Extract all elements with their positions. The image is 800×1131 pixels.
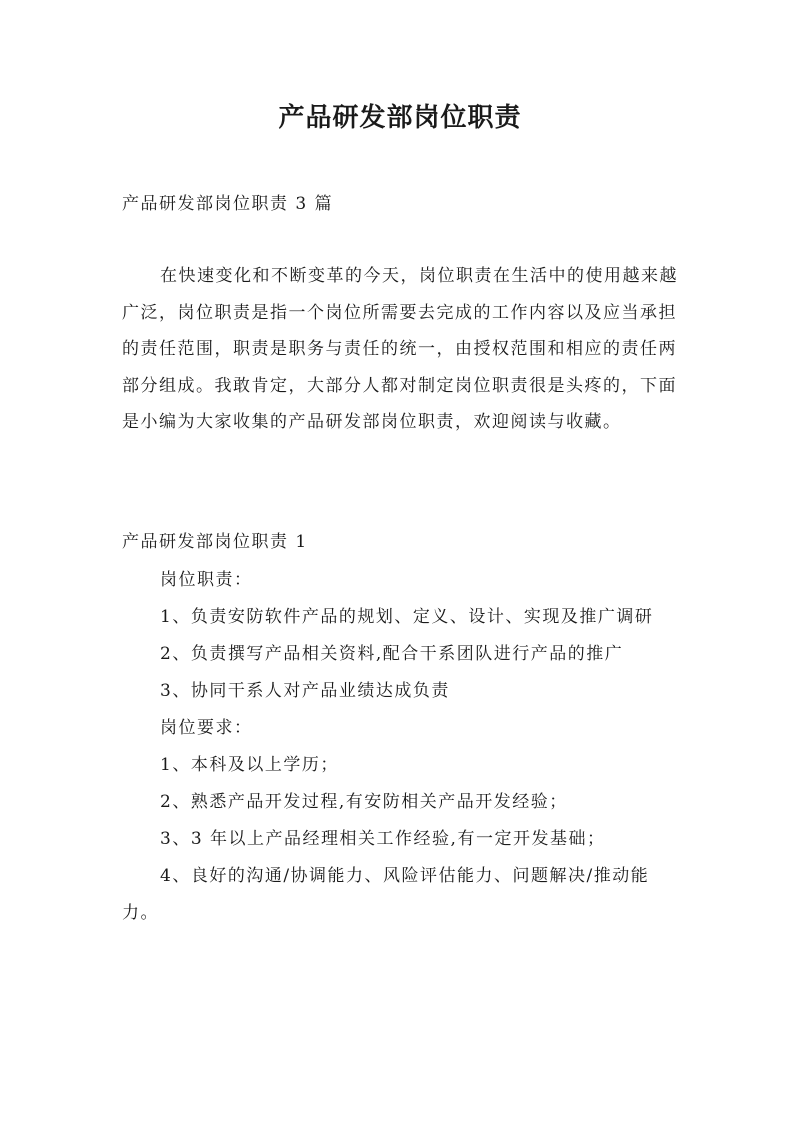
requirement-item-1: 1、本科及以上学历； (160, 755, 339, 775)
duty-item-2: 2、负责撰写产品相关资料,配合干系团队进行产品的推广 (160, 644, 624, 664)
duty-item-3: 3、协同干系人对产品业绩达成负责 (160, 681, 450, 701)
section-heading: 产品研发部岗位职责 1 (122, 532, 308, 552)
requirement-item-3: 3、3 年以上产品经理相关工作经验,有一定开发基础； (160, 829, 606, 849)
document-subtitle: 产品研发部岗位职责 3 篇 (122, 194, 334, 214)
duties-label: 岗位职责： (160, 570, 253, 590)
requirement-item-4: 4、良好的沟通/协调能力、风险评估能力、问题解决/推动能力。 (122, 866, 650, 923)
duty-item-1: 1、负责安防软件产品的规划、定义、设计、实现及推广调研 (160, 607, 654, 627)
requirement-item-2: 2、熟悉产品开发过程,有安防相关产品开发经验； (160, 792, 568, 812)
document-title: 产品研发部岗位职责 (278, 103, 522, 133)
requirements-label: 岗位要求： (160, 718, 253, 738)
section-1 (122, 528, 684, 932)
intro-paragraph: 在快速变化和不断变革的今天，岗位职责在生活中的使用越来越广泛，岗位职责是指一个岗位所需要去完成的工作内容以及应当承担的责任范围，职责是职务与责任的统一，由授权范围和相应的责任两部分组成。我敢肯定，大部分人都对制定岗位职责很是头疼的，下面是小编为大家收集的产品研发部岗位职责，欢迎阅读与收藏。 (122, 266, 678, 432)
